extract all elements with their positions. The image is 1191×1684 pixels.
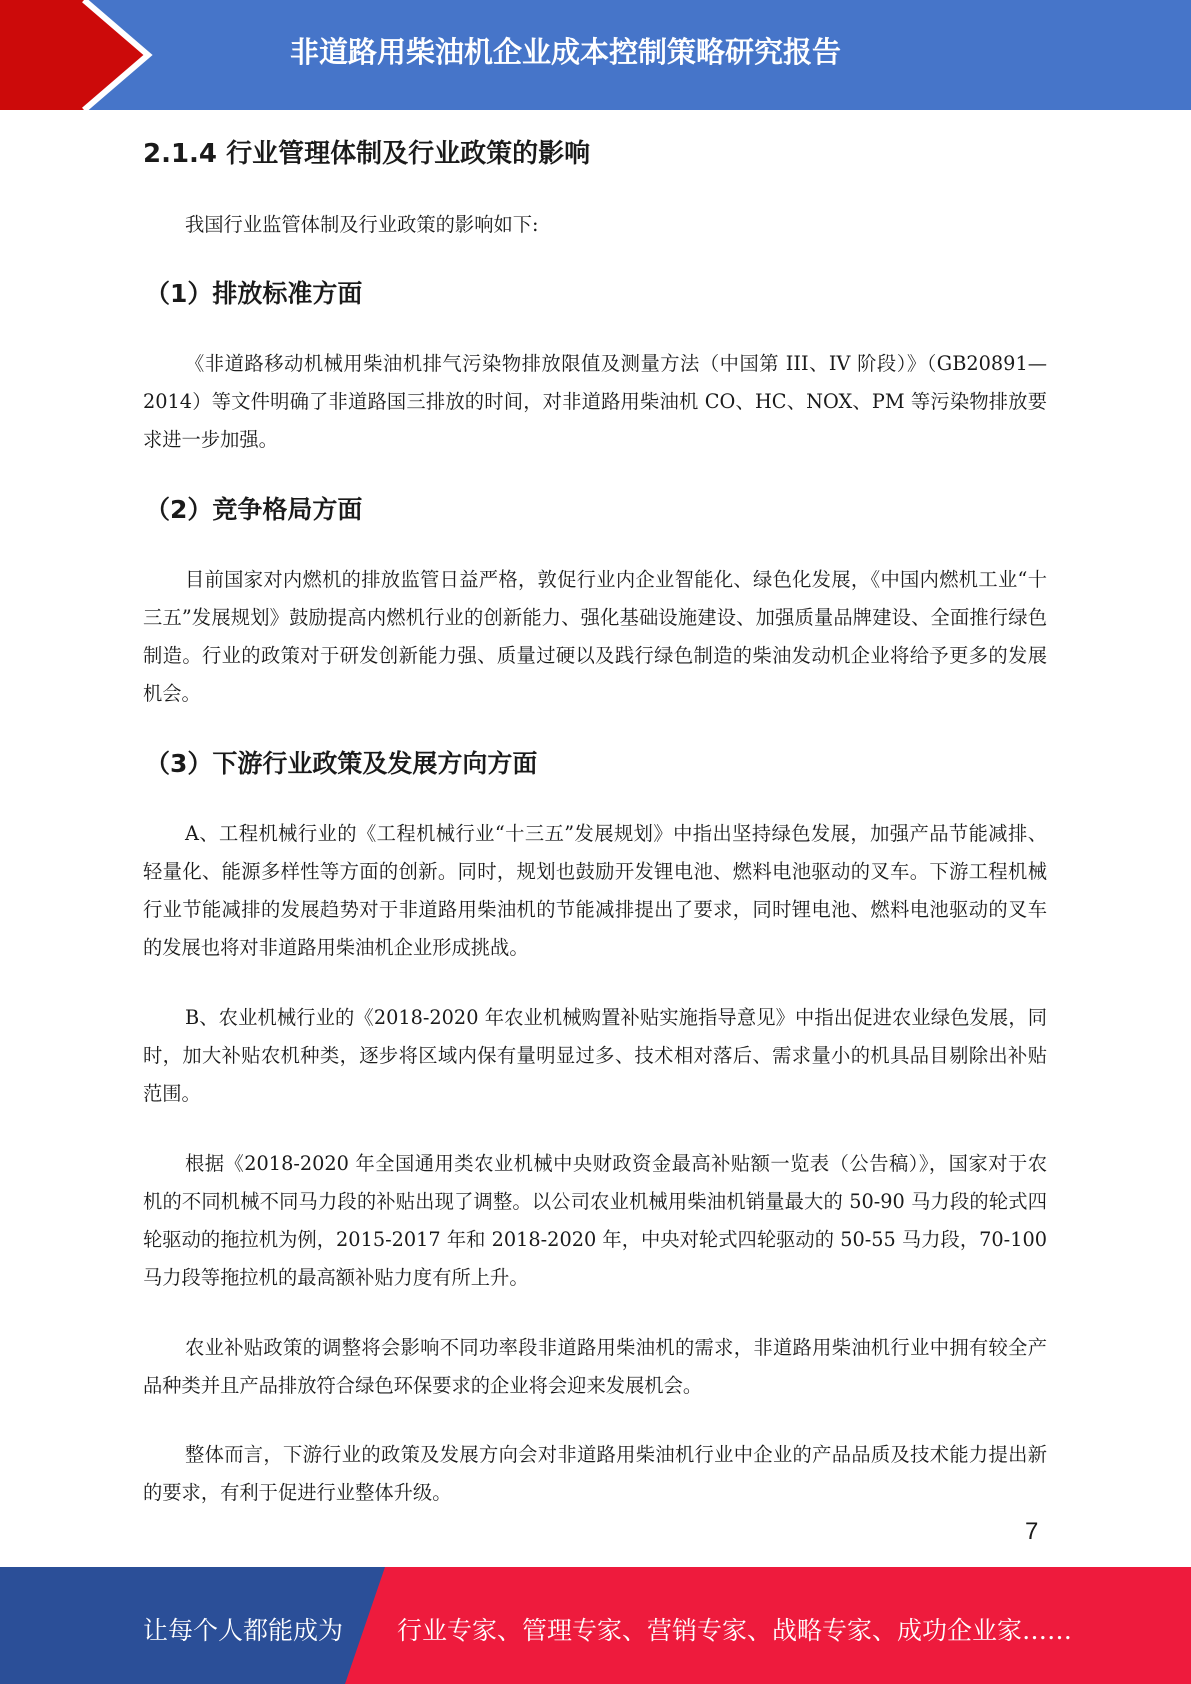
paragraph-engineering-machinery: A、工程机械行业的《工程机械行业“十三五”发展规划》中指出坚持绿色发展，加强产品节能减排、轻量化、能源多样性等方面的创新。同时，规划也鼓励开发锂电池、燃料电池驱动的叉车。下游工程机械行业节能减排的发展趋势对于非道路用柴油机的节能减排提出了要求，同时锂电池、燃料电池驱动的叉车的发展也将对非道路用柴油机企业形成挑战。: [143, 822, 1047, 959]
footer-slogan-right: 行业专家、管理专家、营销专家、战略专家、成功企业家……: [397, 1616, 1073, 1645]
footer-banner: [0, 1567, 1191, 1684]
subsection-heading-competition: （2）竞争格局方面: [145, 495, 363, 524]
section-heading: 2.1.4 行业管理体制及行业政策的影响: [143, 139, 591, 169]
page-number: 7: [1025, 1518, 1039, 1545]
paragraph-subsidy-table: 根据《2018-2020 年全国通用类农业机械中央财政资金最高补贴额一览表（公告稿）》，国家对于农机的不同机械不同马力段的补贴出现了调整。以公司农业机械用柴油机销量最大的 50-90 马力段的轮式四轮驱动的拖拉机为例，2015-2017 年和 2018-2020 年，中央对轮式四轮驱动的 50-55 马力段，70-100 马力段等拖拉机的最高额补贴力度有所上升。: [143, 1152, 1047, 1289]
paragraph-conclusion: 整体而言，下游行业的政策及发展方向会对非道路用柴油机行业中企业的产品品质及技术能力提出新的要求，有利于促进行业整体升级。: [143, 1443, 1047, 1504]
subsection-heading-emission: （1）排放标准方面: [145, 279, 363, 308]
paragraph-emission: 《非道路移动机械用柴油机排气污染物排放限值及测量方法（中国第 III、IV 阶段）》（GB20891—2014）等文件明确了非道路国三排放的时间，对非道路用柴油机 CO、HC、NOX、PM 等污染物排放要求进一步加强。: [143, 352, 1047, 451]
paragraph-subsidy-policy: 农业补贴政策的调整将会影响不同功率段非道路用柴油机的需求，非道路用柴油机行业中拥有较全产品种类并且产品排放符合绿色环保要求的企业将会迎来发展机会。: [143, 1336, 1047, 1397]
paragraph-agricultural-machinery: B、农业机械行业的《2018-2020 年农业机械购置补贴实施指导意见》中指出促进农业绿色发展，同时，加大补贴农机种类，逐步将区域内保有量明显过多、技术相对落后、需求量小的机具品目剔除出补贴范围。: [143, 1006, 1047, 1105]
section-intro: 我国行业监管体制及行业政策的影响如下:: [185, 213, 539, 236]
paragraph-competition: 目前国家对内燃机的排放监管日益严格，敦促行业内企业智能化、绿色化发展，《中国内燃机工业“十三五”发展规划》鼓励提高内燃机行业的创新能力、强化基础设施建设、加强质量品牌建设、全面推行绿色制造。行业的政策对于研发创新能力强、质量过硬以及践行绿色制造的柴油发动机企业将给予更多的发展机会。: [143, 568, 1047, 705]
subsection-heading-downstream: （3）下游行业政策及发展方向方面: [145, 749, 538, 778]
header-banner: [0, 0, 1191, 110]
report-title: 非道路用柴油机企业成本控制策略研究报告: [290, 35, 842, 69]
footer-slogan-left: 让每个人都能成为: [143, 1616, 344, 1645]
